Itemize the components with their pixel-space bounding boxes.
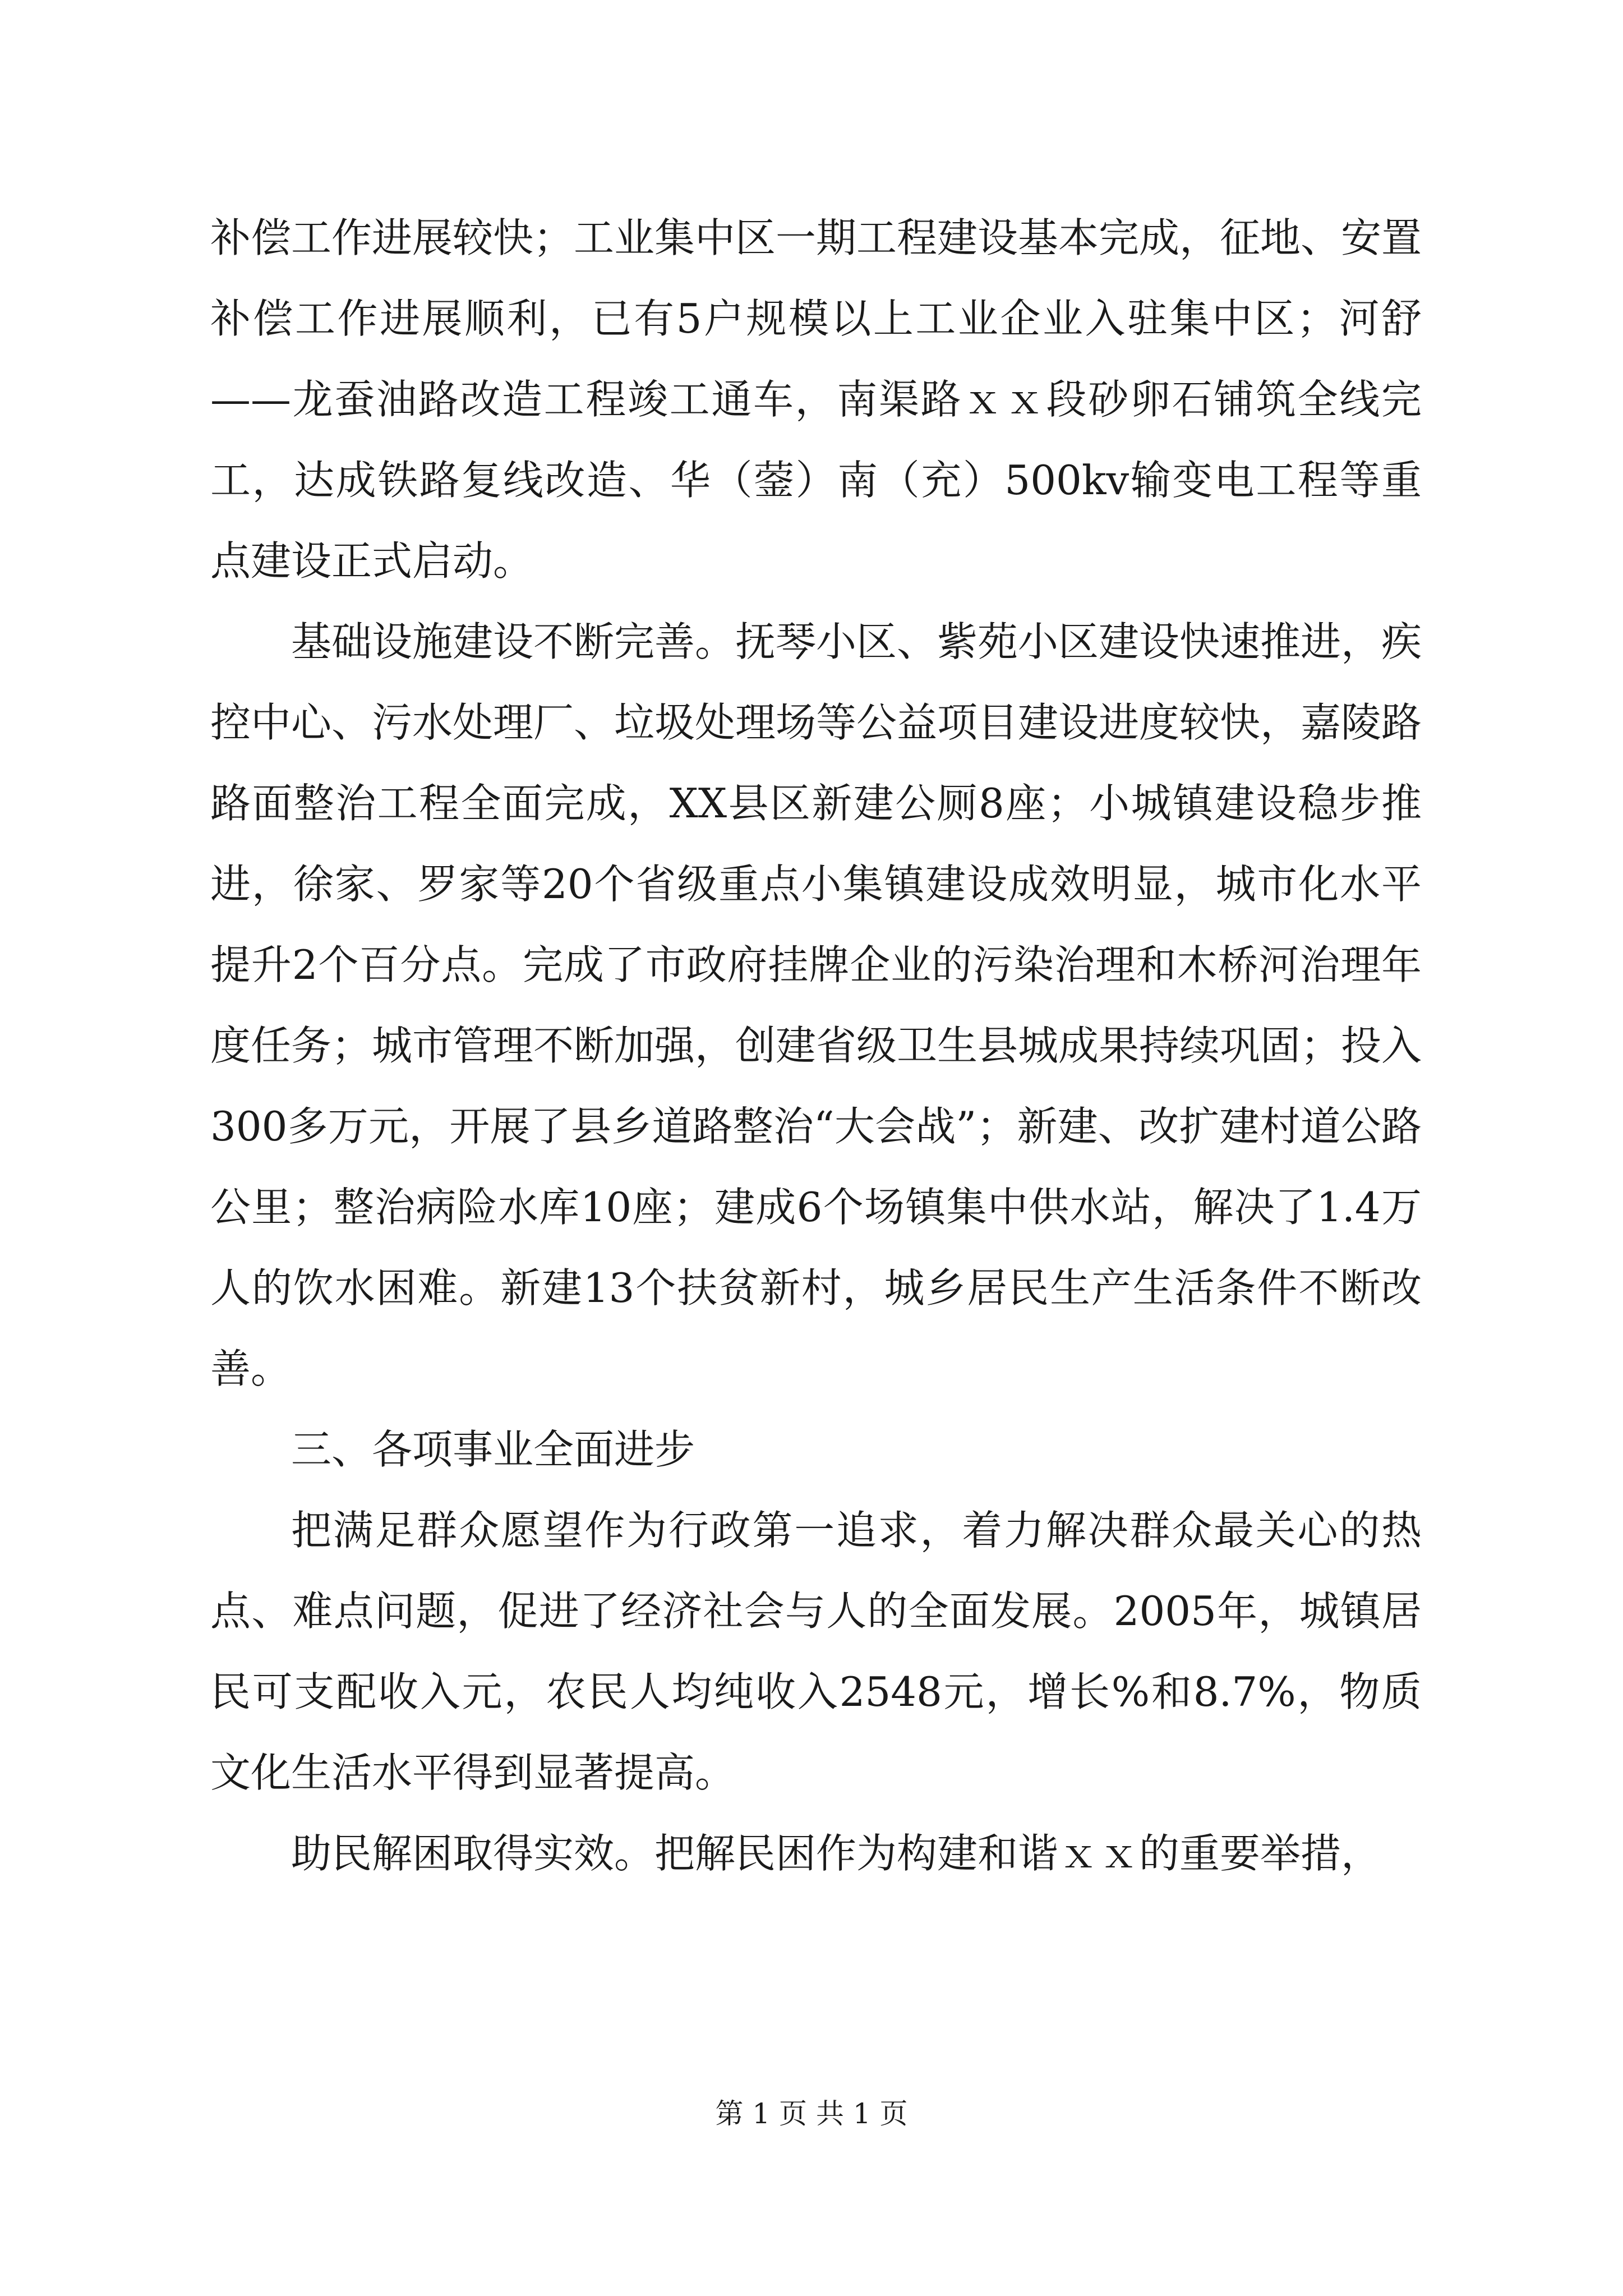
paragraph-continued: 补偿工作进展较快；工业集中区一期工程建设基本完成，征地、安置补偿工作进展顺利，已有5户规模以上工业企业入驻集中区；河舒——龙蚕油路改造工程竣工通车，南渠路ｘｘ段砂卵石铺筑全线完工，达成铁路复线改造、华（蓥）南（充）500kv输变电工程等重点建设正式启动。: [210, 214, 1422, 585]
paragraph-infrastructure: 基础设施建设不断完善。抚琴小区、紫苑小区建设快速推进，疾控中心、污水处理厂、垃圾处理场等公益项目建设进度较快，嘉陵路路面整治工程全面完成，XX县区新建公厕8座；小城镇建设稳步推进，徐家、罗家等20个省级重点小集镇建设成效明显，城市化水平提升2个百分点。完成了市政府挂牌企业的污染治理和木桥河治理年度任务；城市管理不断加强，创建省级卫生县城成果持续巩固；投入300多万元，开展了县乡道路整治“大会战”；新建、改扩建村道公路公里；整治病险水库10座；建成6个场镇集中供水站，解决了1.4万人的饮水困难。新建13个扶贫新村，城乡居民生产生活条件不断改善。: [210, 618, 1422, 1392]
paragraph-progress: 把满足群众愿望作为行政第一追求，着力解决群众最关心的热点、难点问题，促进了经济社会与人的全面发展。2005年，城镇居民可支配收入元，农民人均纯收入2548元，增长%和8.7%，物质文化生活水平得到显著提高。: [210, 1507, 1422, 1796]
section-heading: 三、各项事业全面进步: [291, 1426, 695, 1473]
paragraph-relief: 助民解困取得实效。把解民困作为构建和谐ｘｘ的重要举措，: [291, 1830, 1382, 1877]
document-body: [210, 197, 1422, 1894]
page-footer: 第 1 页 共 1 页: [715, 2097, 908, 2130]
